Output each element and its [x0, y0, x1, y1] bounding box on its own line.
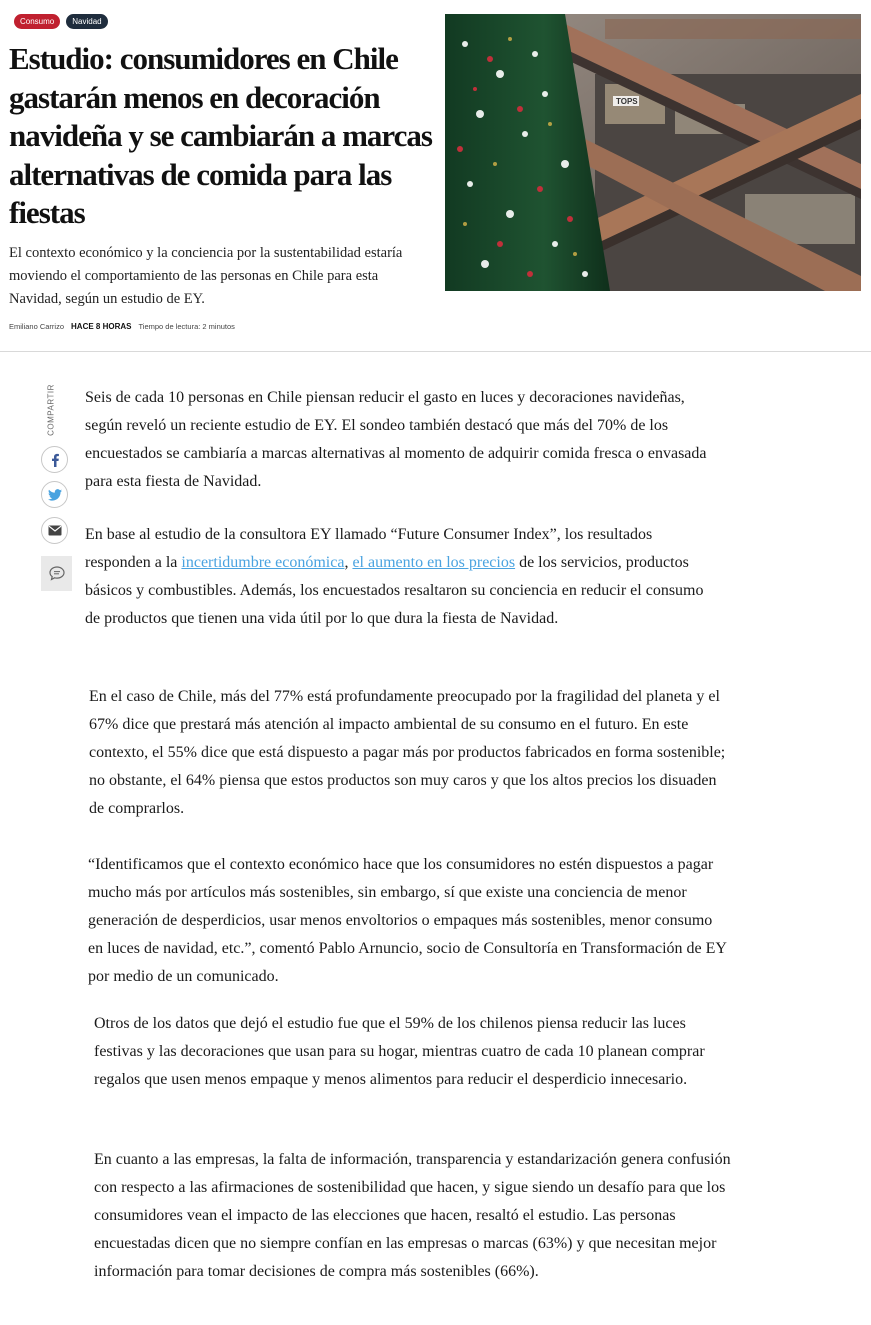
facebook-share-button[interactable] [41, 446, 68, 473]
tag-consumo[interactable]: Consumo [14, 14, 60, 29]
email-share-button[interactable] [41, 517, 68, 544]
store-sign: TOPS [616, 97, 638, 106]
paragraph-text: En base al estudio de la consultora EY llamado “Future Consumer Index”, los resultados responden a la [85, 526, 653, 571]
body-paragraph-4: “Identificamos que el contexto económico hace que los consumidores no estén dispuestos a pagar mucho más por artículos más sostenibles, sin embargo, sí que existe una conciencia de menor generación de desperdicios, usar menos envoltorios o empaques más sostenibles, menor consumo en luces de navidad, etc.”, comentó Pablo Arnuncio, socio de Consultoría en Transformación de EY por medio de un comunicado. [88, 856, 727, 985]
body-paragraph-1: Seis de cada 10 personas en Chile piensan reducir el gasto en luces y decoraciones navideñas, según reveló un reciente estudio de EY. El sondeo también destacó que más del 70% de los encuestados se cambiaría a marcas alternativas al momento de adquirir comida fresca o envasada para esta fiesta de Navidad. [85, 389, 707, 490]
comment-icon [49, 566, 65, 581]
article-headline: Estudio: consumidores en Chile gastarán menos en decoración navideña y se cambiarán a marcas alternativas de comida para las fiestas [9, 41, 432, 230]
header-divider [0, 351, 871, 352]
link-incertidumbre-economica[interactable]: incertidumbre económica [181, 554, 345, 571]
tag-navidad[interactable]: Navidad [66, 14, 107, 29]
hero-image[interactable] [445, 14, 861, 291]
comment-button[interactable] [41, 556, 72, 591]
author-name[interactable]: Emiliano Carrizo [9, 322, 65, 331]
body-paragraph-5: Otros de los datos que dejó el estudio fue que el 59% de los chilenos piensa reducir las luces festivas y las decoraciones que usan para su hogar, mientras cuatro de cada 10 planean comprar regalos que usen menos empaque y menos alimentos para reducir el desperdicio innecesario. [94, 1015, 705, 1088]
byline [9, 322, 235, 331]
article-lead: El contexto económico y la conciencia por la sustentabilidad estaría moviendo el comportamiento de las personas en Chile para esta Navidad, según un estudio de EY. [9, 245, 403, 307]
paragraph-text: de los servicios, productos básicos y combustibles. Además, los encuestados resaltaron su conciencia en reducir el consumo de productos que tienen una vida útil por lo que dura la fiesta de Navidad. [85, 554, 704, 627]
mall-escalators-photo [445, 14, 861, 291]
paragraph-text: , [344, 554, 353, 571]
body-paragraph-3: En el caso de Chile, más del 77% está profundamente preocupado por la fragilidad del planeta y el 67% dice que prestará más atención al impacto ambiental de su consumo en el futuro. En este contexto, el 55% dice que está dispuesto a pagar más por productos fabricados en forma sostenible; no obstante, el 64% piensa que estos productos son muy caros y que los altos precios los disuaden de comprarlos. [89, 688, 726, 817]
email-icon [48, 525, 62, 536]
twitter-share-button[interactable] [41, 481, 68, 508]
twitter-icon [48, 489, 62, 501]
publish-time: HACE 8 HORAS [71, 322, 132, 331]
body-paragraph-2 [85, 521, 715, 633]
reading-time: Tiempo de lectura: 2 minutos [138, 322, 235, 331]
facebook-icon [49, 453, 61, 467]
link-aumento-precios[interactable]: el aumento en los precios [352, 554, 516, 571]
body-paragraph-6: En cuanto a las empresas, la falta de información, transparencia y estandarización genera confusión con respecto a las afirmaciones de sostenibilidad que hacen, y sigue siendo un desafío para que los consumidores vean el impacto de las elecciones que hacen, resaltó el estudio. Las personas encuestadas dicen que no siempre confían en las empresas o marcas (63%) y que necesitan mejor información para tomar decisiones de compra más sostenibles (66%). [94, 1151, 731, 1280]
share-label: COMPARTIR [46, 384, 56, 436]
tag-list [14, 14, 108, 29]
